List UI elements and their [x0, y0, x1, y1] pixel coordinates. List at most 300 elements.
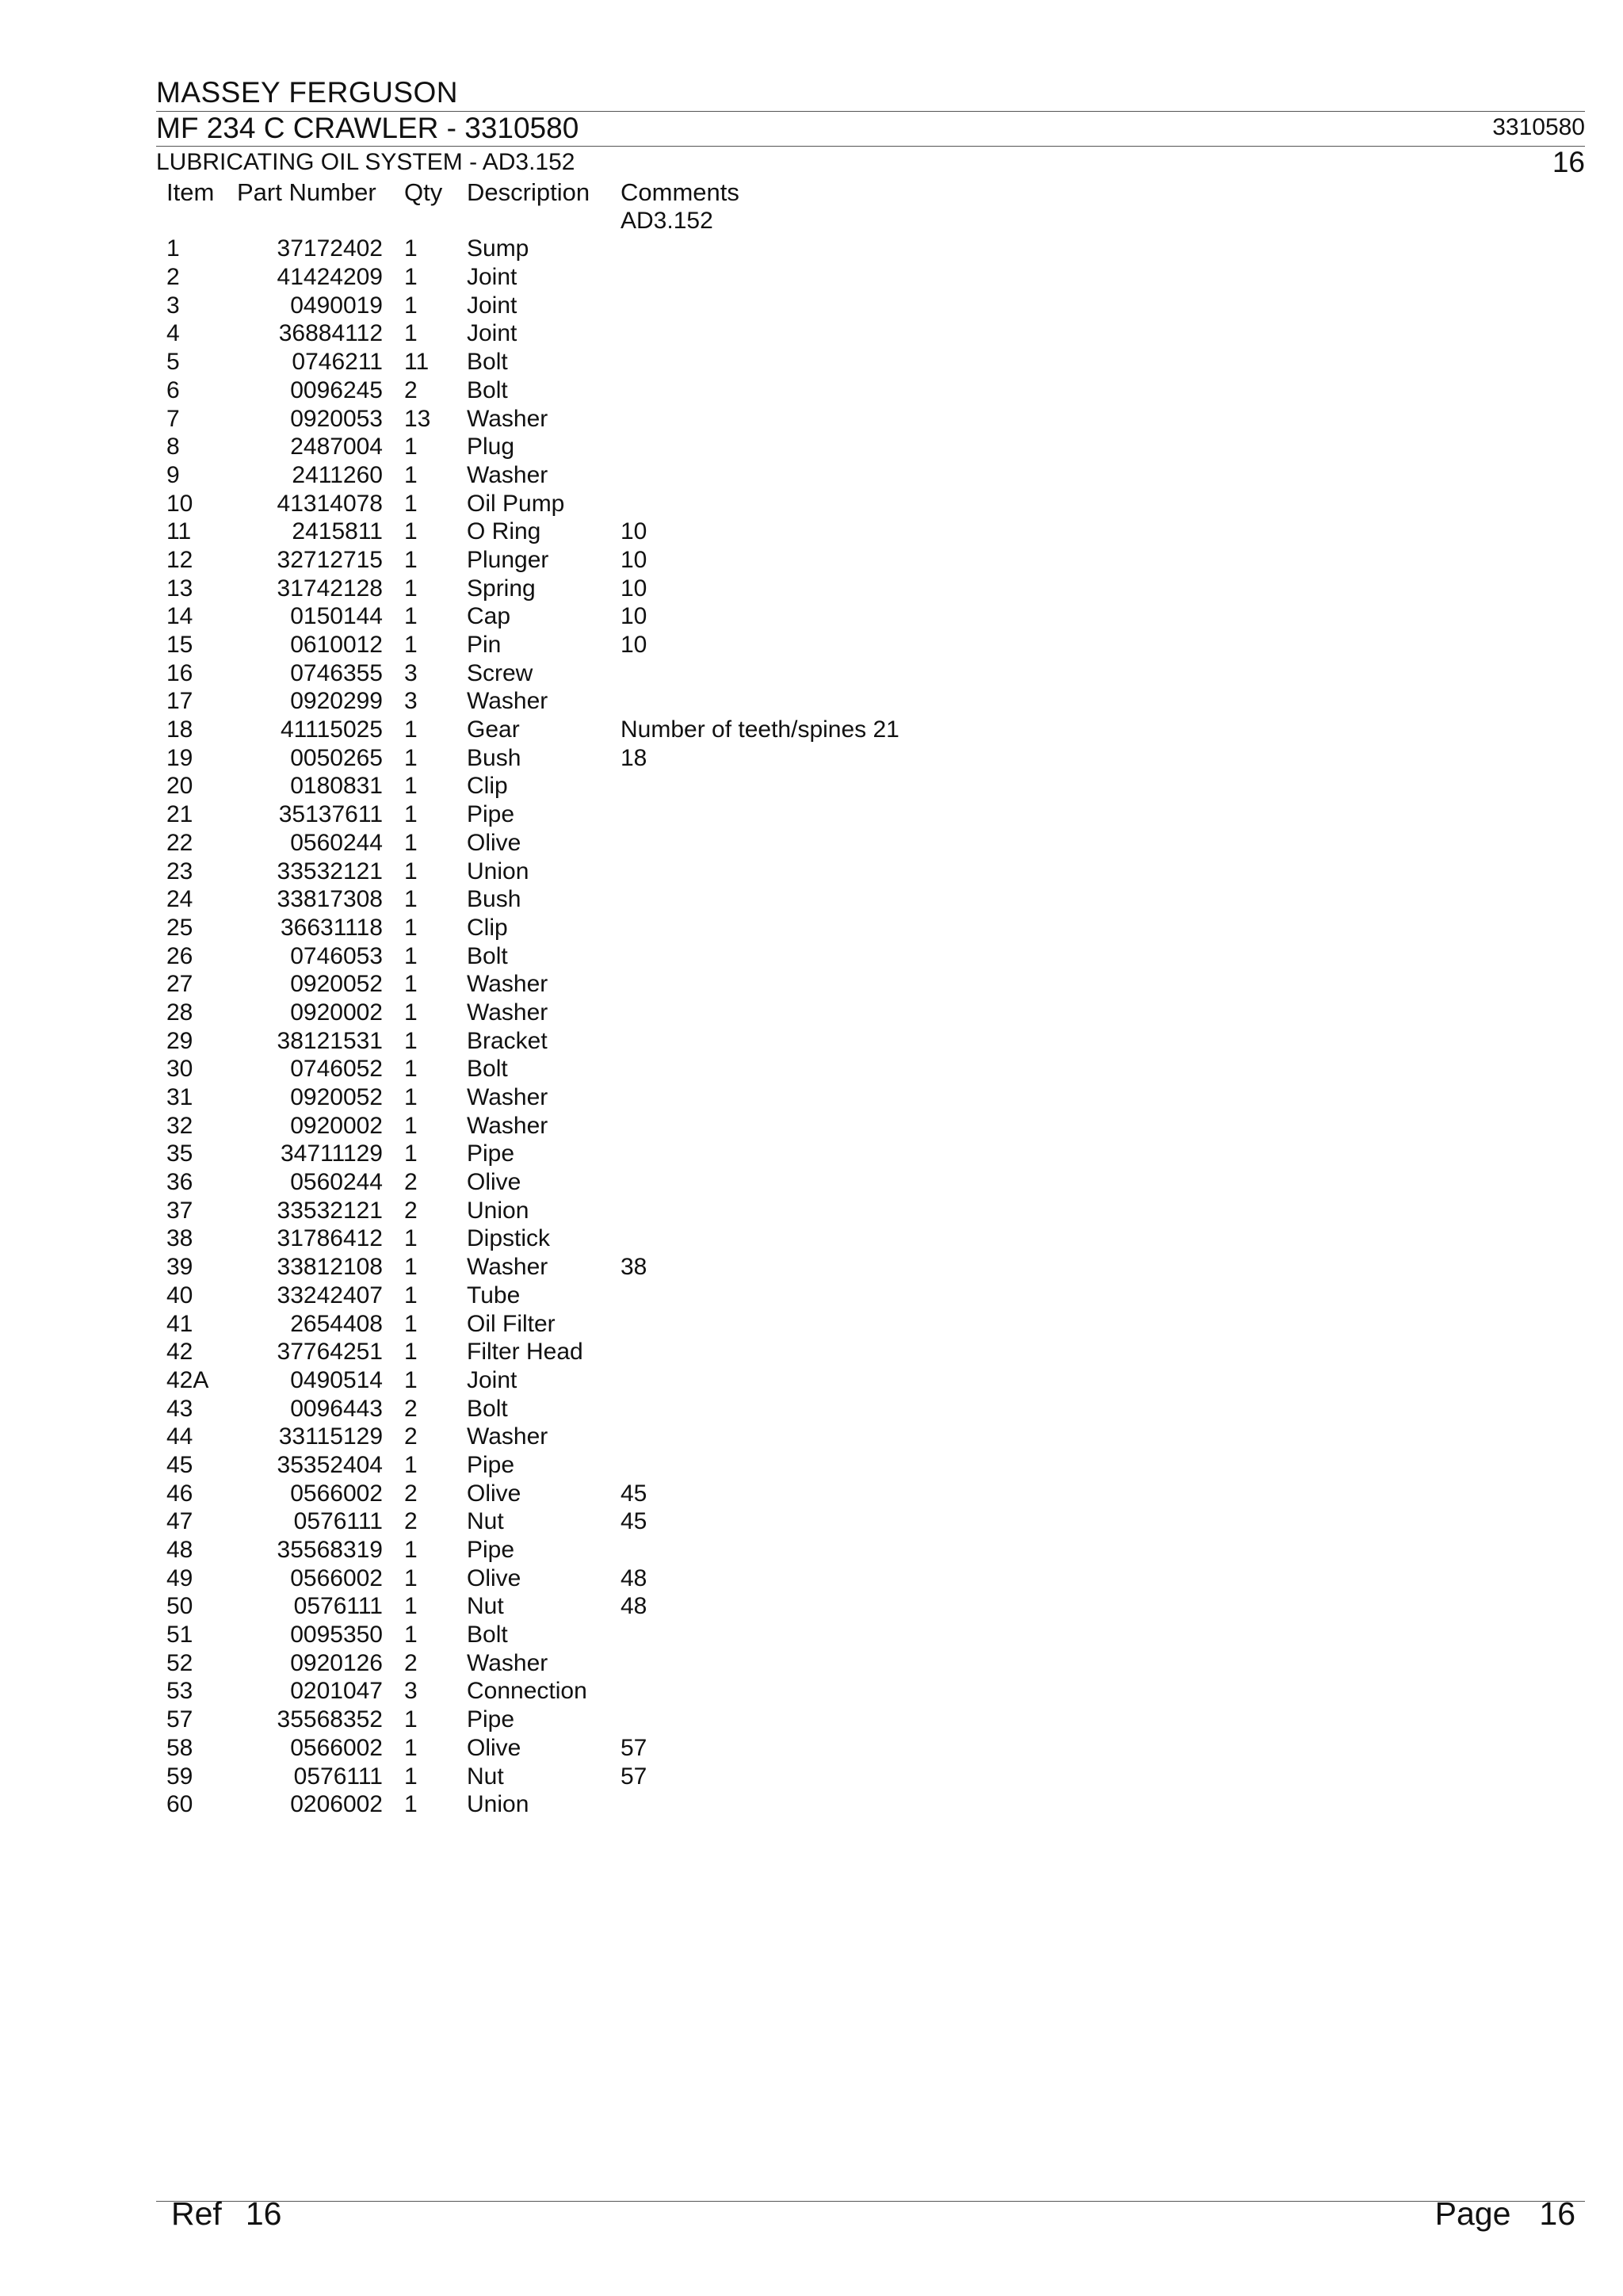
- cell-part-number: 2415811: [292, 518, 383, 545]
- cell-item: 12: [166, 546, 193, 573]
- cell-part-number: 0920299: [290, 688, 383, 715]
- ref-value: 16: [245, 2195, 282, 2232]
- table-row: [156, 1480, 1266, 1508]
- cell-qty: 3: [404, 1678, 418, 1705]
- cell-qty: 2: [404, 1197, 418, 1224]
- cell-part-number: 33817308: [277, 886, 383, 913]
- table-row: [156, 687, 1266, 716]
- model-title: MF 234 C CRAWLER - 3310580: [156, 112, 579, 144]
- cell-part-number: 33115129: [278, 1423, 383, 1450]
- cell-part-number: 0576111: [293, 1593, 383, 1620]
- cell-qty: 1: [404, 461, 418, 488]
- cell-item: 3: [166, 292, 180, 319]
- cell-item: 49: [166, 1564, 193, 1591]
- table-row: [156, 1140, 1266, 1168]
- cell-comment: 10: [621, 518, 647, 545]
- cell-qty: 1: [404, 801, 418, 828]
- table-subheader: [156, 207, 1266, 235]
- cell-description: Nut: [467, 1593, 504, 1620]
- table-row: [156, 1451, 1266, 1480]
- cell-item: 26: [166, 942, 193, 969]
- table-row: [156, 1083, 1266, 1112]
- cell-qty: 1: [404, 264, 418, 291]
- cell-qty: 2: [404, 1480, 418, 1507]
- cell-item: 9: [166, 461, 180, 488]
- cell-item: 19: [166, 744, 193, 771]
- cell-item: 8: [166, 434, 180, 460]
- cell-part-number: 0050265: [290, 744, 383, 771]
- cell-part-number: 35137611: [278, 801, 383, 828]
- cell-qty: 2: [404, 1423, 418, 1450]
- cell-item: 47: [166, 1508, 193, 1535]
- table-row: [156, 744, 1266, 773]
- cell-description: Washer: [467, 1112, 548, 1139]
- table-row: [156, 970, 1266, 999]
- cell-item: 42: [166, 1339, 193, 1366]
- cell-part-number: 41424209: [277, 264, 383, 291]
- cell-part-number: 0746211: [292, 349, 383, 376]
- cell-qty: 13: [404, 405, 431, 432]
- cell-description: Nut: [467, 1508, 504, 1535]
- table-row: [156, 1282, 1266, 1310]
- cell-description: Oil Filter: [467, 1310, 556, 1337]
- cell-qty: 2: [404, 376, 418, 403]
- cell-part-number: 38121531: [277, 1027, 383, 1054]
- cell-part-number: 33812108: [277, 1254, 383, 1281]
- cell-item: 43: [166, 1395, 193, 1422]
- cell-item: 2: [166, 264, 180, 291]
- cell-item: 35: [166, 1140, 193, 1167]
- cell-part-number: 0566002: [290, 1480, 383, 1507]
- cell-part-number: 0576111: [293, 1508, 383, 1535]
- table-row: [156, 575, 1266, 603]
- cell-item: 39: [166, 1254, 193, 1281]
- cell-part-number: 0490019: [290, 292, 383, 319]
- cell-item: 40: [166, 1282, 193, 1308]
- cell-item: 21: [166, 801, 193, 828]
- cell-description: Washer: [467, 688, 548, 715]
- page-label: Page: [1434, 2195, 1511, 2232]
- subheader-comment: AD3.152: [621, 207, 713, 234]
- cell-qty: 1: [404, 632, 418, 658]
- cell-part-number: 0566002: [290, 1564, 383, 1591]
- cell-description: Washer: [467, 971, 548, 998]
- table-row: [156, 716, 1266, 744]
- cell-qty: 1: [404, 1734, 418, 1761]
- cell-description: Olive: [467, 1169, 521, 1196]
- cell-comment: 45: [621, 1480, 647, 1507]
- cell-part-number: 0746355: [290, 659, 383, 686]
- cell-comment: 57: [621, 1734, 647, 1761]
- table-row: [156, 1734, 1266, 1763]
- cell-description: Pipe: [467, 1451, 515, 1478]
- cell-description: Bolt: [467, 1622, 508, 1648]
- cell-part-number: 0610012: [290, 632, 383, 658]
- cell-comment: 48: [621, 1564, 647, 1591]
- table-row: [156, 1621, 1266, 1649]
- cell-description: Bush: [467, 886, 521, 913]
- cell-qty: 2: [404, 1395, 418, 1422]
- table-row: [156, 292, 1266, 320]
- cell-item: 7: [166, 405, 180, 432]
- parts-table: [156, 178, 1266, 1819]
- table-row: [156, 1649, 1266, 1678]
- cell-description: O Ring: [467, 518, 541, 545]
- cell-description: Cap: [467, 603, 511, 630]
- cell-part-number: 0095350: [290, 1622, 383, 1648]
- table-row: [156, 518, 1266, 546]
- cell-part-number: 36884112: [278, 320, 383, 347]
- column-header-description: Description: [467, 178, 590, 206]
- cell-item: 11: [166, 518, 192, 545]
- cell-qty: 1: [404, 546, 418, 573]
- cell-description: Washer: [467, 999, 548, 1026]
- table-row: [156, 348, 1266, 376]
- cell-part-number: 0576111: [293, 1763, 383, 1790]
- cell-part-number: 0920052: [290, 971, 383, 998]
- cell-qty: 2: [404, 1649, 418, 1676]
- cell-item: 51: [166, 1622, 193, 1648]
- cell-qty: 1: [404, 886, 418, 913]
- cell-qty: 1: [404, 914, 418, 941]
- cell-description: Olive: [467, 1564, 521, 1591]
- cell-part-number: 33242407: [277, 1282, 383, 1308]
- cell-description: Sump: [467, 235, 529, 262]
- table-row: [156, 942, 1266, 971]
- cell-item: 18: [166, 716, 193, 743]
- table-row: [156, 546, 1266, 575]
- cell-qty: 3: [404, 688, 418, 715]
- cell-description: Pin: [467, 632, 502, 658]
- cell-qty: 1: [404, 490, 418, 517]
- cell-part-number: 0920126: [290, 1649, 383, 1676]
- cell-part-number: 36631118: [280, 914, 383, 941]
- model-number: 3310580: [1492, 114, 1585, 140]
- section-title: LUBRICATING OIL SYSTEM - AD3.152: [156, 149, 575, 175]
- table-row: [156, 1790, 1266, 1819]
- cell-description: Oil Pump: [467, 490, 565, 517]
- table-row: [156, 490, 1266, 518]
- cell-comment: 48: [621, 1593, 647, 1620]
- cell-qty: 1: [404, 1791, 418, 1818]
- cell-item: 31: [166, 1084, 193, 1110]
- cell-qty: 1: [404, 434, 418, 460]
- cell-part-number: 0920002: [290, 1112, 383, 1139]
- cell-part-number: 33532121: [277, 858, 383, 884]
- cell-qty: 1: [404, 1112, 418, 1139]
- cell-description: Pipe: [467, 801, 515, 828]
- cell-item: 20: [166, 773, 193, 800]
- table-row: [156, 405, 1266, 434]
- cell-description: Plunger: [467, 546, 549, 573]
- cell-qty: 1: [404, 1282, 418, 1308]
- cell-qty: 1: [404, 518, 418, 545]
- cell-qty: 1: [404, 1254, 418, 1281]
- cell-description: Spring: [467, 575, 536, 602]
- table-row: [156, 659, 1266, 688]
- cell-qty: 1: [404, 320, 418, 347]
- cell-part-number: 0566002: [290, 1734, 383, 1761]
- cell-item: 44: [166, 1423, 193, 1450]
- cell-part-number: 41115025: [280, 716, 383, 743]
- cell-description: Joint: [467, 264, 517, 291]
- cell-item: 5: [166, 349, 180, 376]
- cell-item: 59: [166, 1763, 193, 1790]
- cell-qty: 1: [404, 1763, 418, 1790]
- cell-comment: 10: [621, 603, 647, 630]
- cell-qty: 1: [404, 1339, 418, 1366]
- cell-qty: 1: [404, 942, 418, 969]
- cell-item: 24: [166, 886, 193, 913]
- cell-item: 57: [166, 1706, 193, 1733]
- cell-description: Washer: [467, 1254, 548, 1281]
- cell-item: 13: [166, 575, 193, 602]
- cell-qty: 1: [404, 1027, 418, 1054]
- table-body: [156, 235, 1266, 1819]
- cell-item: 28: [166, 999, 193, 1026]
- cell-item: 52: [166, 1649, 193, 1676]
- cell-item: 37: [166, 1197, 193, 1224]
- table-row: [156, 1706, 1266, 1734]
- cell-qty: 1: [404, 971, 418, 998]
- table-row: [156, 999, 1266, 1027]
- table-row: [156, 461, 1266, 490]
- cell-qty: 1: [404, 829, 418, 856]
- cell-description: Joint: [467, 1366, 517, 1393]
- cell-qty: 1: [404, 235, 418, 262]
- cell-part-number: 2411260: [292, 461, 383, 488]
- cell-item: 53: [166, 1678, 193, 1705]
- column-header-part-number: Part Number: [237, 178, 376, 206]
- section-number: 16: [1552, 146, 1585, 178]
- page-value: 16: [1539, 2195, 1575, 2232]
- table-header: [156, 178, 1266, 207]
- cell-part-number: 0920053: [290, 405, 383, 432]
- cell-description: Union: [467, 1791, 529, 1818]
- cell-part-number: 0206002: [290, 1791, 383, 1818]
- table-row: [156, 800, 1266, 829]
- table-row: [156, 1112, 1266, 1140]
- cell-item: 45: [166, 1451, 193, 1478]
- cell-part-number: 2654408: [290, 1310, 383, 1337]
- cell-part-number: 0920052: [290, 1084, 383, 1110]
- table-row: [156, 433, 1266, 461]
- cell-comment: 45: [621, 1508, 647, 1535]
- cell-qty: 1: [404, 1451, 418, 1478]
- table-row: [156, 858, 1266, 886]
- table-row: [156, 1763, 1266, 1791]
- cell-qty: 1: [404, 603, 418, 630]
- cell-description: Union: [467, 858, 529, 884]
- table-row: [156, 631, 1266, 659]
- cell-description: Olive: [467, 1480, 521, 1507]
- cell-description: Olive: [467, 829, 521, 856]
- cell-part-number: 0560244: [290, 829, 383, 856]
- cell-description: Bush: [467, 744, 521, 771]
- table-row: [156, 1592, 1266, 1621]
- cell-qty: 1: [404, 1084, 418, 1110]
- table-row: [156, 319, 1266, 348]
- cell-comment: 57: [621, 1763, 647, 1790]
- cell-item: 32: [166, 1112, 193, 1139]
- cell-description: Connection: [467, 1678, 587, 1705]
- cell-item: 4: [166, 320, 180, 347]
- table-row: [156, 1055, 1266, 1083]
- cell-description: Washer: [467, 1423, 548, 1450]
- cell-part-number: 0746052: [290, 1056, 383, 1083]
- cell-comment: 18: [621, 744, 647, 771]
- cell-qty: 1: [404, 1310, 418, 1337]
- cell-qty: 2: [404, 1508, 418, 1535]
- cell-item: 60: [166, 1791, 193, 1818]
- footer-divider: [156, 2201, 1585, 2202]
- table-row: [156, 1395, 1266, 1423]
- cell-description: Washer: [467, 405, 548, 432]
- column-header-item: Item: [166, 178, 215, 206]
- cell-description: Bracket: [467, 1027, 548, 1054]
- cell-part-number: 34711129: [280, 1140, 383, 1167]
- cell-part-number: 0490514: [290, 1366, 383, 1393]
- cell-item: 16: [166, 659, 193, 686]
- table-row: [156, 1224, 1266, 1253]
- cell-item: 42A: [166, 1366, 209, 1393]
- cell-part-number: 31786412: [277, 1225, 383, 1252]
- brand-title: MASSEY FERGUSON: [156, 76, 459, 109]
- cell-qty: 1: [404, 1537, 418, 1563]
- cell-item: 48: [166, 1537, 193, 1563]
- table-row: [156, 1027, 1266, 1056]
- cell-item: 41: [166, 1310, 193, 1337]
- table-row: [156, 829, 1266, 858]
- cell-description: Washer: [467, 1084, 548, 1110]
- cell-description: Washer: [467, 1649, 548, 1676]
- cell-part-number: 41314078: [277, 490, 383, 517]
- cell-description: Joint: [467, 320, 517, 347]
- cell-part-number: 31742128: [277, 575, 383, 602]
- table-row: [156, 1338, 1266, 1366]
- cell-part-number: 37764251: [277, 1339, 383, 1366]
- cell-part-number: 35352404: [277, 1451, 383, 1478]
- cell-part-number: 2487004: [290, 434, 383, 460]
- table-row: [156, 1423, 1266, 1451]
- cell-qty: 1: [404, 1056, 418, 1083]
- table-row: [156, 1366, 1266, 1395]
- cell-description: Filter Head: [467, 1339, 583, 1366]
- cell-item: 6: [166, 376, 180, 403]
- cell-item: 58: [166, 1734, 193, 1761]
- cell-item: 15: [166, 632, 193, 658]
- cell-description: Dipstick: [467, 1225, 551, 1252]
- cell-part-number: 0096443: [290, 1395, 383, 1422]
- divider: [156, 146, 1585, 147]
- cell-item: 36: [166, 1169, 193, 1196]
- table-row: [156, 1507, 1266, 1536]
- cell-comment: 10: [621, 575, 647, 602]
- cell-part-number: 0150144: [290, 603, 383, 630]
- cell-description: Gear: [467, 716, 520, 743]
- table-row: [156, 263, 1266, 292]
- table-row: [156, 1168, 1266, 1197]
- cell-part-number: 0746053: [290, 942, 383, 969]
- cell-description: Clip: [467, 914, 508, 941]
- table-row: [156, 1253, 1266, 1282]
- cell-description: Pipe: [467, 1537, 515, 1563]
- column-header-comments: Comments: [621, 178, 739, 206]
- cell-qty: 1: [404, 1225, 418, 1252]
- cell-comment: 10: [621, 632, 647, 658]
- cell-part-number: 35568352: [277, 1706, 383, 1733]
- cell-item: 25: [166, 914, 193, 941]
- cell-comment: 38: [621, 1254, 647, 1281]
- cell-description: Olive: [467, 1734, 521, 1761]
- table-row: [156, 914, 1266, 942]
- cell-part-number: 0560244: [290, 1169, 383, 1196]
- cell-qty: 1: [404, 716, 418, 743]
- cell-part-number: 0180831: [290, 773, 383, 800]
- cell-qty: 1: [404, 1593, 418, 1620]
- cell-description: Plug: [467, 434, 515, 460]
- table-row: [156, 602, 1266, 631]
- cell-qty: 1: [404, 999, 418, 1026]
- cell-qty: 1: [404, 858, 418, 884]
- cell-qty: 1: [404, 1366, 418, 1393]
- cell-part-number: 0920002: [290, 999, 383, 1026]
- cell-item: 23: [166, 858, 193, 884]
- cell-item: 22: [166, 829, 193, 856]
- cell-description: Screw: [467, 659, 533, 686]
- cell-qty: 1: [404, 1140, 418, 1167]
- cell-qty: 1: [404, 1564, 418, 1591]
- table-row: [156, 1564, 1266, 1593]
- table-row: [156, 1677, 1266, 1706]
- cell-part-number: 0201047: [290, 1678, 383, 1705]
- cell-qty: 1: [404, 575, 418, 602]
- cell-description: Pipe: [467, 1140, 515, 1167]
- cell-qty: 1: [404, 292, 418, 319]
- cell-description: Pipe: [467, 1706, 515, 1733]
- cell-item: 46: [166, 1480, 193, 1507]
- cell-description: Bolt: [467, 942, 508, 969]
- cell-qty: 2: [404, 1169, 418, 1196]
- cell-comment: 10: [621, 546, 647, 573]
- cell-description: Bolt: [467, 376, 508, 403]
- cell-qty: 3: [404, 659, 418, 686]
- footer-ref: [171, 2195, 281, 2233]
- ref-label: Ref: [171, 2195, 222, 2232]
- cell-item: 14: [166, 603, 193, 630]
- cell-qty: 1: [404, 773, 418, 800]
- cell-description: Joint: [467, 292, 517, 319]
- table-row: [156, 1197, 1266, 1225]
- cell-part-number: 35568319: [277, 1537, 383, 1563]
- cell-part-number: 32712715: [277, 546, 383, 573]
- cell-part-number: 37172402: [277, 235, 383, 262]
- cell-item: 29: [166, 1027, 193, 1054]
- table-row: [156, 1310, 1266, 1339]
- cell-description: Nut: [467, 1763, 504, 1790]
- table-row: [156, 772, 1266, 800]
- cell-description: Washer: [467, 461, 548, 488]
- cell-item: 27: [166, 971, 193, 998]
- table-row: [156, 885, 1266, 914]
- cell-qty: 1: [404, 1622, 418, 1648]
- cell-part-number: 0096245: [290, 376, 383, 403]
- cell-comment: Number of teeth/spines 21: [621, 716, 899, 743]
- cell-item: 10: [166, 490, 193, 517]
- cell-description: Bolt: [467, 1395, 508, 1422]
- cell-description: Tube: [467, 1282, 521, 1308]
- table-row: [156, 376, 1266, 405]
